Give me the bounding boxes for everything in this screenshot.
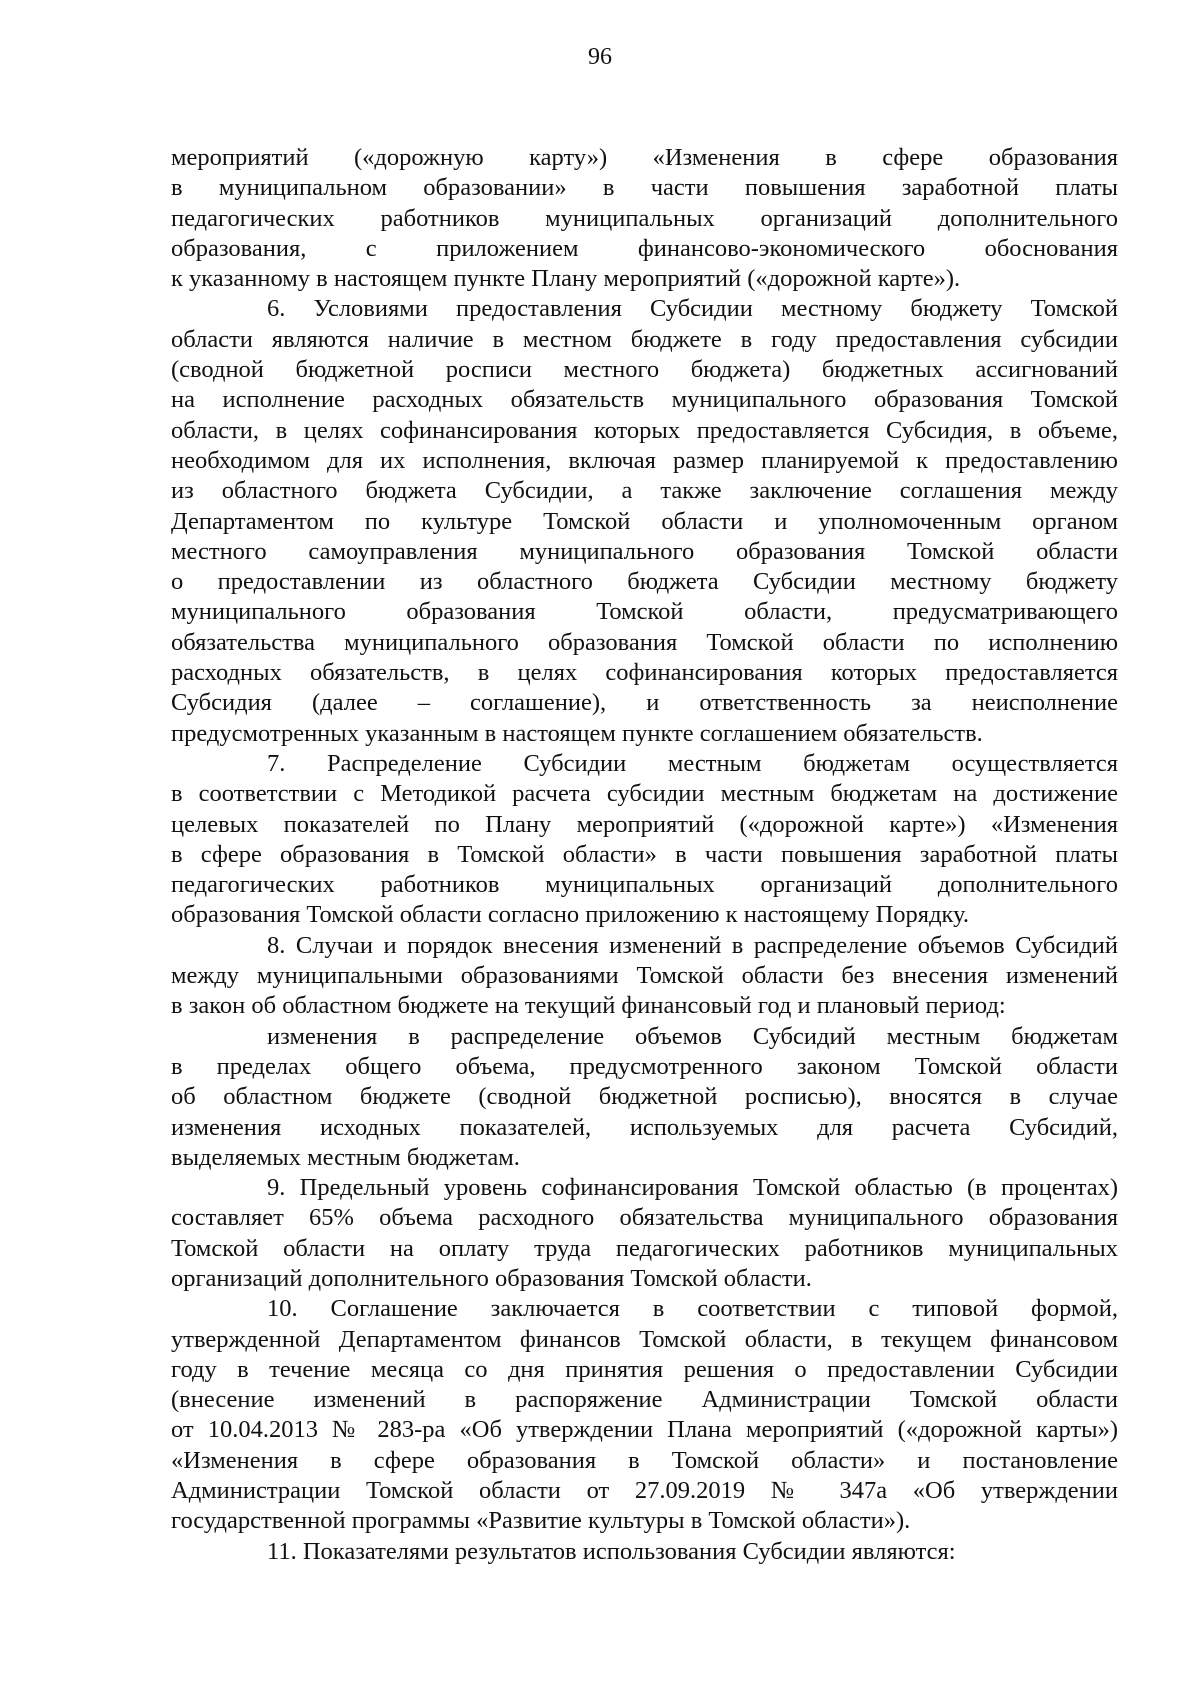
text-line: местного самоуправления муниципального образования Томской области [171,537,1118,565]
text-line: 10. Соглашение заключается в соответствии с типовой формой, [267,1295,1118,1323]
text-line: расходных обязательств, в целях софинансирования которых предоставляется [171,659,1118,687]
text-line: о предоставлении из областного бюджета Субсидии местному бюджету [171,568,1118,596]
text-line: Субсидия (далее – соглашение), и ответственность за неисполнение [171,689,1118,717]
text-line: образования, с приложением финансово-экономического обоснования [171,234,1118,262]
text-line: Томской области на оплату труда педагогических работников муниципальных [171,1234,1118,1262]
paragraph-p-10 [171,1294,1118,1536]
text-line: необходимом для их исполнения, включая размер планируемой к предоставлению [171,446,1118,474]
text-line: организаций дополнительного образования Томской области. [171,1264,812,1292]
text-line: в сфере образования в Томской области» в части повышения заработной платы [171,840,1118,868]
text-line: в муниципальном образовании» в части повышения заработной платы [171,174,1118,202]
text-line: образования Томской области согласно приложению к настоящему Порядку. [171,901,970,929]
text-line: из областного бюджета Субсидии, а также заключение соглашения между [171,477,1118,505]
text-line: предусмотренных указанным в настоящем пункте соглашением обязательств. [171,719,983,747]
document-body [171,143,1118,1567]
text-line: педагогических работников муниципальных организаций дополнительного [171,871,1118,899]
text-line: педагогических работников муниципальных организаций дополнительного [171,204,1118,232]
text-line: «Изменения в сфере образования в Томской области» и постановление [171,1446,1118,1474]
paragraph-p-continued [171,143,1118,294]
text-line: изменения исходных показателей, используемых для расчета Субсидий, [171,1113,1118,1141]
text-line: обязательства муниципального образования Томской области по исполнению [171,628,1118,656]
text-line: области являются наличие в местном бюджете в году предоставления субсидии [171,325,1118,353]
paragraph-p-8 [171,931,1118,1022]
text-line: утвержденной Департаментом финансов Томской области, в текущем финансовом [171,1325,1118,1353]
text-line: области, в целях софинансирования которых предоставляется Субсидия, в объеме, [171,416,1118,444]
text-line: составляет 65% объема расходного обязательства муниципального образования [171,1204,1118,1232]
text-line: 6. Условиями предоставления Субсидии местному бюджету Томской [267,295,1118,323]
text-line: целевых показателей по Плану мероприятий («дорожной карте») «Изменения [171,810,1118,838]
text-line: мероприятий («дорожную карту») «Изменения в сфере образования [171,144,1118,171]
paragraph-p-9 [171,1173,1118,1294]
text-line: (сводной бюджетной росписи местного бюджета) бюджетных ассигнований [171,356,1118,384]
text-line: в пределах общего объема, предусмотренного законом Томской области [171,1052,1118,1080]
page-number: 96 [588,44,612,70]
text-line: 8. Случаи и порядок внесения изменений в распределение объемов Субсидий [267,931,1118,959]
text-line: 9. Предельный уровень софинансирования Томской областью (в процентах) [267,1174,1118,1202]
text-line: в закон об областном бюджете на текущий финансовый год и плановый период: [171,992,1006,1020]
text-line: от 10.04.2013 № 283-ра «Об утверждении Плана мероприятий («дорожной карты») [171,1416,1118,1444]
text-line: (внесение изменений в распоряжение Администрации Томской области [171,1386,1118,1414]
paragraph-p-8-sub [171,1022,1118,1173]
text-line: муниципального образования Томской области, предусматривающего [171,598,1118,626]
paragraph-p-11 [171,1537,1118,1567]
text-line: между муниципальными образованиями Томской области без внесения изменений [171,962,1118,990]
text-line: изменения в распределение объемов Субсидий местным бюджетам [267,1022,1118,1050]
text-line: в соответствии с Методикой расчета субсидии местным бюджетам на достижение [171,780,1118,808]
text-line: государственной программы «Развитие культуры в Томской области»). [171,1507,911,1535]
text-line: 7. Распределение Субсидии местным бюджетам осуществляется [267,749,1118,777]
text-line: к указанному в настоящем пункте Плану мероприятий («дорожной карте»). [171,265,961,293]
text-line: выделяемых местным бюджетам. [171,1143,520,1171]
text-line: об областном бюджете (сводной бюджетной росписью), вносятся в случае [171,1083,1118,1111]
text-line: году в течение месяца со дня принятия решения о предоставлении Субсидии [171,1355,1118,1383]
paragraph-p-6 [171,294,1118,748]
text-line: Департаментом по культуре Томской области и уполномоченным органом [171,507,1118,535]
text-line: 11. Показателями результатов использования Субсидии являются: [267,1537,956,1565]
paragraph-p-7 [171,749,1118,931]
text-line: Администрации Томской области от 27.09.2019 № 347а «Об утверждении [171,1477,1118,1505]
text-line: на исполнение расходных обязательств муниципального образования Томской [171,386,1118,414]
